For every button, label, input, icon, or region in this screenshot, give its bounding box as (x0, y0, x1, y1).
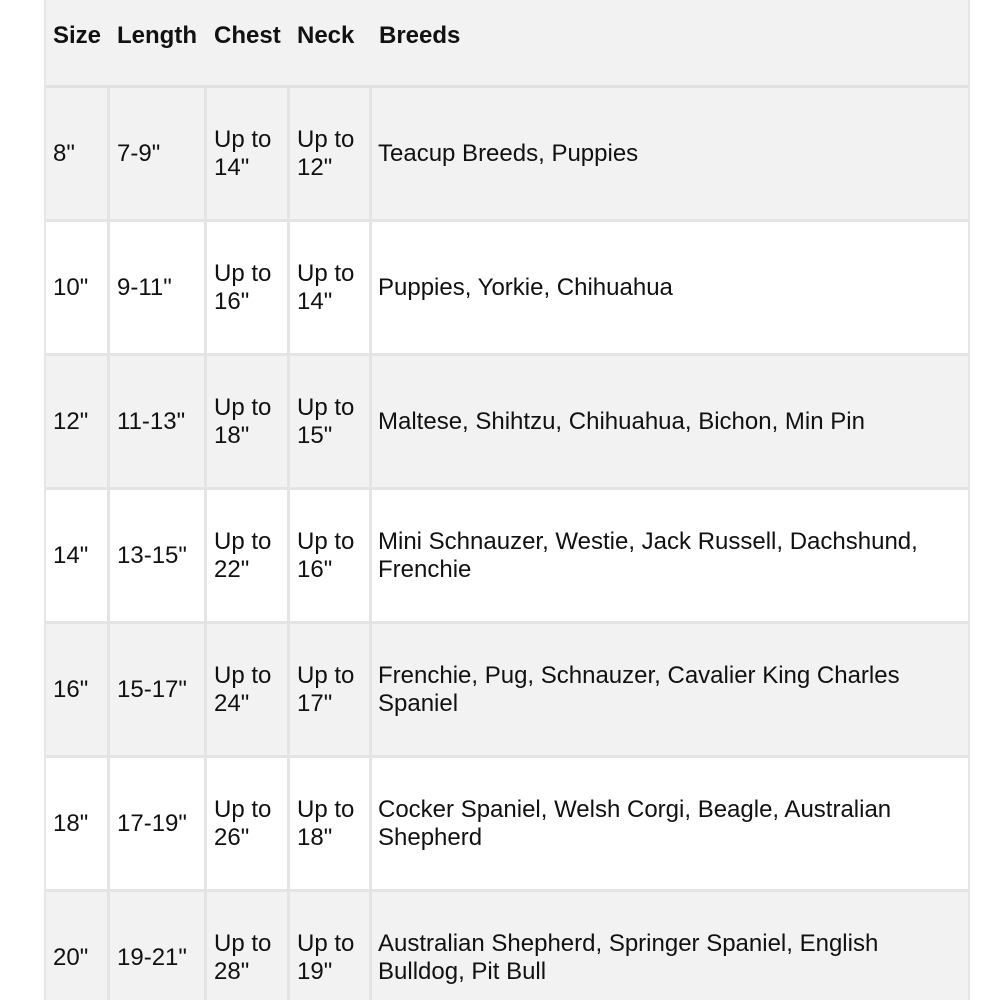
table-row (46, 356, 970, 490)
cell-length: 19-21" (110, 892, 207, 1000)
table-row (46, 758, 970, 892)
size-chart-table (46, 0, 970, 1000)
cell-neck: Up to 16" (290, 490, 372, 624)
header-breeds: Breeds (372, 0, 970, 88)
table-row (46, 490, 970, 624)
cell-breeds: Australian Shepherd, Springer Spaniel, English Bulldog, Pit Bull (372, 892, 970, 1000)
header-length: Length (110, 0, 207, 88)
cell-length: 15-17" (110, 624, 207, 758)
cell-size: 12" (46, 356, 110, 490)
cell-length: 13-15" (110, 490, 207, 624)
table-header (46, 0, 970, 88)
cell-breeds: Frenchie, Pug, Schnauzer, Cavalier King Charles Spaniel (372, 624, 970, 758)
table-body (46, 88, 970, 1000)
cell-size: 20" (46, 892, 110, 1000)
header-chest: Chest (207, 0, 290, 88)
cell-size: 18" (46, 758, 110, 892)
table-row (46, 88, 970, 222)
cell-chest: Up to 18" (207, 356, 290, 490)
header-neck: Neck (290, 0, 372, 88)
cell-neck: Up to 19" (290, 892, 372, 1000)
header-row (46, 0, 970, 88)
table-row (46, 624, 970, 758)
cell-size: 8" (46, 88, 110, 222)
header-size: Size (46, 0, 110, 88)
cell-neck: Up to 14" (290, 222, 372, 356)
cell-breeds: Puppies, Yorkie, Chihuahua (372, 222, 970, 356)
cell-chest: Up to 26" (207, 758, 290, 892)
cell-chest: Up to 28" (207, 892, 290, 1000)
cell-chest: Up to 24" (207, 624, 290, 758)
cell-size: 16" (46, 624, 110, 758)
table-row (46, 892, 970, 1000)
cell-chest: Up to 16" (207, 222, 290, 356)
cell-length: 11-13" (110, 356, 207, 490)
cell-size: 10" (46, 222, 110, 356)
cell-size: 14" (46, 490, 110, 624)
cell-breeds: Maltese, Shihtzu, Chihuahua, Bichon, Min Pin (372, 356, 970, 490)
cell-neck: Up to 15" (290, 356, 372, 490)
cell-breeds: Cocker Spaniel, Welsh Corgi, Beagle, Australian Shepherd (372, 758, 970, 892)
cell-length: 9-11" (110, 222, 207, 356)
cell-chest: Up to 14" (207, 88, 290, 222)
cell-neck: Up to 18" (290, 758, 372, 892)
cell-breeds: Teacup Breeds, Puppies (372, 88, 970, 222)
table-row (46, 222, 970, 356)
cell-chest: Up to 22" (207, 490, 290, 624)
cell-length: 17-19" (110, 758, 207, 892)
cell-breeds: Mini Schnauzer, Westie, Jack Russell, Dachshund, Frenchie (372, 490, 970, 624)
cell-neck: Up to 17" (290, 624, 372, 758)
size-chart-container[interactable] (44, 0, 970, 1000)
cell-neck: Up to 12" (290, 88, 372, 222)
cell-length: 7-9" (110, 88, 207, 222)
